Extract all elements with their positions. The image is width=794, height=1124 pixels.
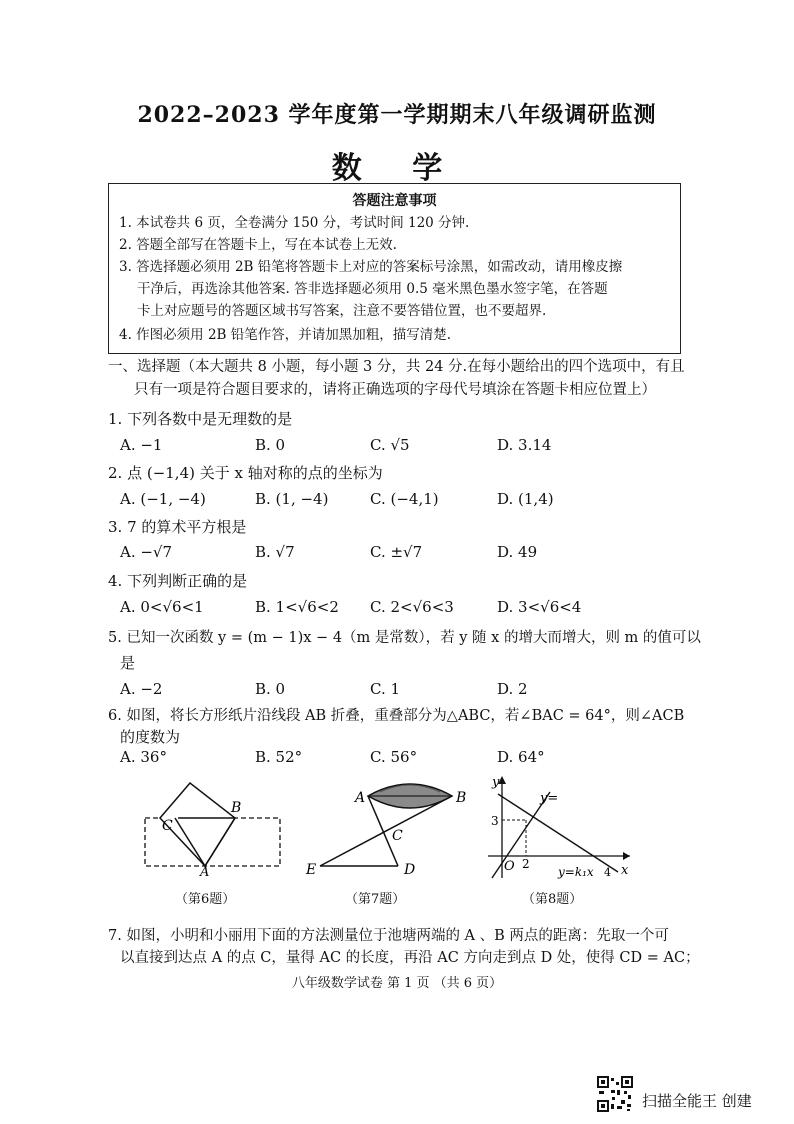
question-5-option-a: A. −2 xyxy=(120,680,163,698)
question-2-option-a: A. (−1, −4) xyxy=(120,490,206,508)
figure-6-diagram xyxy=(140,778,290,876)
scanner-watermark-text: 扫描全能王 创建 xyxy=(642,1092,752,1110)
question-2-option-b: B. (1, −4) xyxy=(255,490,329,508)
question-3-stem: 3. 7 的算术平方根是 xyxy=(108,518,247,536)
label-2: 2 xyxy=(522,857,530,871)
question-5-stem-continued: 是 xyxy=(120,654,136,672)
label-a: A xyxy=(200,865,210,876)
question-2-stem: 2. 点 (−1,4) 关于 x 轴对称的点的坐标为 xyxy=(108,464,383,482)
label-e: E xyxy=(306,862,317,878)
question-3-option-d: D. 49 xyxy=(497,543,538,561)
question-1-option-b: B. 0 xyxy=(255,436,286,454)
x-axis-arrow xyxy=(623,852,630,860)
question-3-option-b: B. √7 xyxy=(255,543,295,561)
label-c: C xyxy=(162,818,173,834)
label-d: D xyxy=(404,862,416,878)
notice-line: 干净后，再选涂其他答案. 答非选择题必须用 0.5 毫米黑色墨水签字笔，在答题 xyxy=(137,281,608,297)
figure-7-caption: （第7题） xyxy=(345,892,406,907)
label-c: C xyxy=(392,828,403,844)
figure-6-caption: （第6题） xyxy=(175,892,236,907)
label-y-equals: y= xyxy=(540,791,559,806)
question-5-option-d: D. 2 xyxy=(497,680,528,698)
question-7-line: 以直接到达点 A 的点 C，量得 AC 的长度，再沿 AC 方向走到点 D 处，使得 CD = AC； xyxy=(120,950,700,966)
question-6-stem-continued: 的度数为 xyxy=(120,728,181,746)
segment-be xyxy=(320,796,452,866)
page-footer: 八年级数学试卷 第 1 页 （共 6 页） xyxy=(291,976,503,991)
question-6-option-c: C. 56° xyxy=(370,748,418,766)
question-6-option-a: A. 36° xyxy=(120,748,167,766)
question-4-option-b: B. 1<√6<2 xyxy=(255,598,339,616)
label-a: A xyxy=(355,790,366,806)
question-3-option-a: A. −√7 xyxy=(120,543,173,561)
label-origin: O xyxy=(504,859,515,874)
question-6-stem: 6. 如图，将长方形纸片沿线段 AB 折叠，重叠部分为△ABC，若∠BAC = 64°，则∠ACB xyxy=(108,708,685,724)
label-4: 4 xyxy=(604,866,611,879)
question-1-option-a: A. −1 xyxy=(120,436,163,454)
question-2-option-c: C. (−4,1) xyxy=(370,490,439,508)
notice-line: 3. 答选择题必须用 2B 铅笔将答题卡上对应的答案标号涂黑，如需改动，请用橡皮擦 xyxy=(119,259,623,275)
question-1-option-c: C. √5 xyxy=(370,436,410,454)
figure-7-diagram xyxy=(300,778,480,878)
question-4-stem: 4. 下列判断正确的是 xyxy=(108,572,248,590)
question-5-option-c: C. 1 xyxy=(370,680,401,698)
notice-box xyxy=(108,183,681,354)
notice-heading: 答题注意事项 xyxy=(352,193,437,209)
subject-title: 数 学 xyxy=(331,151,463,186)
question-1-stem: 1. 下列各数中是无理数的是 xyxy=(108,410,293,428)
question-2-option-d: D. (1,4) xyxy=(497,490,554,508)
question-4-option-d: D. 3<√6<4 xyxy=(497,598,582,616)
section-heading xyxy=(108,356,688,402)
question-3-option-c: C. ±√7 xyxy=(370,543,423,561)
section-heading-line: 一、选择题（本大题共 8 小题，每小题 3 分，共 24 分.在每小题给出的四个选项中，有且 xyxy=(108,359,685,375)
label-y-axis: y xyxy=(492,775,500,790)
label-x-axis: x xyxy=(621,863,629,878)
label-b: B xyxy=(456,790,467,806)
section-heading-line: 只有一项是符合题目要求的，请将正确选项的字母代号填涂在答题卡相应位置上） xyxy=(134,382,656,398)
question-6-option-d: D. 64° xyxy=(497,748,545,766)
label-b: B xyxy=(231,800,242,816)
notice-line: 2. 答题全部写在答题卡上，写在本试卷上无效. xyxy=(119,237,397,253)
figure-8-graph xyxy=(480,770,640,882)
question-4-option-a: A. 0<√6<1 xyxy=(120,598,204,616)
question-5-stem: 5. 已知一次函数 y = (m − 1)x − 4（m 是常数），若 y 随 x 的增大而增大，则 m 的值可以 xyxy=(108,630,701,646)
question-7-line: 7. 如图，小明和小丽用下面的方法测量位于池塘两端的 A 、B 两点的距离：先取一个可 xyxy=(108,928,669,944)
notice-line: 4. 作图必须用 2B 铅笔作答，并请加黑加粗，描写清楚. xyxy=(119,327,452,343)
label-y-k1x: y=k₁x xyxy=(558,865,594,879)
notice-line: 卡上对应题号的答题区域书写答案，注意不要答错位置，也不要超界. xyxy=(137,303,547,319)
exam-title: 2022–2023 学年度第一学期期末八年级调研监测 xyxy=(137,102,657,128)
question-1-option-d: D. 3.14 xyxy=(497,436,552,454)
question-5-option-b: B. 0 xyxy=(255,680,286,698)
notice-line: 1. 本试卷共 6 页，全卷满分 150 分，考试时间 120 分钟. xyxy=(119,215,470,231)
question-6-option-b: B. 52° xyxy=(255,748,303,766)
question-4-option-c: C. 2<√6<3 xyxy=(370,598,454,616)
figure-8-caption: （第8题） xyxy=(522,892,583,907)
label-3: 3 xyxy=(491,814,499,828)
qr-code-icon xyxy=(597,1076,633,1112)
